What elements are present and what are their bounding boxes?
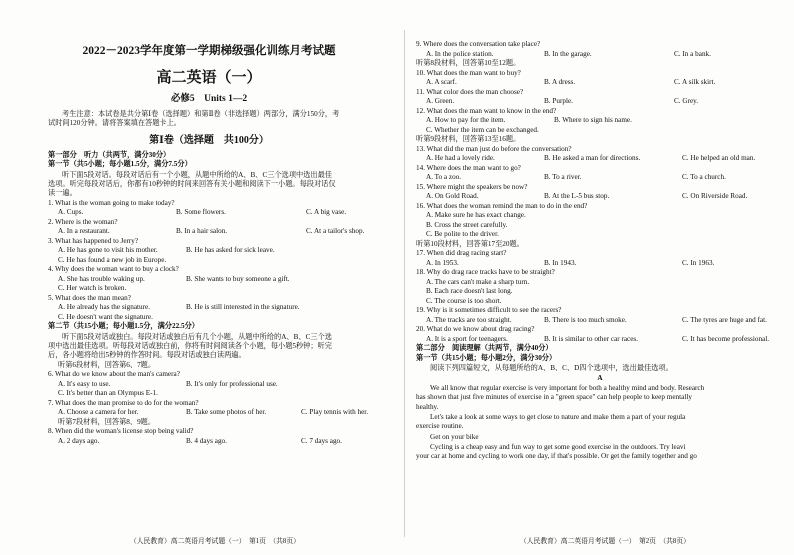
- option-c: C. It's better than an Olympus E-1.: [58, 389, 158, 397]
- question-6: 6. What do we know about the man's camera?: [48, 370, 180, 378]
- question-4-options: [48, 275, 390, 285]
- question-6-options: [48, 380, 390, 390]
- option-b: B. To a river.: [544, 173, 582, 181]
- section-heading: 第一节（共15小题；每小题2分，满分30分）: [416, 353, 557, 362]
- passage-label: A: [597, 374, 603, 382]
- option-a: A. Choose a camera for her.: [58, 408, 139, 416]
- right-column: [410, 0, 794, 555]
- option-b: B. A dress.: [544, 78, 576, 86]
- passage-line: has shown that just five minutes of exercise in a "green space" can help people to keep mentally: [416, 393, 692, 401]
- option-a: A. To a zoo.: [426, 173, 462, 181]
- question-9: 9. Where does the conversation take place?: [416, 40, 541, 48]
- section-directions: 阅读下列四篇短文，从每题所给的A、B、C、D四个选项中，选出最佳选项。: [430, 364, 673, 372]
- option-c: C. In 1963.: [682, 258, 715, 267]
- option-a: A. The tracks are too straight.: [426, 315, 512, 324]
- exam-subtitle: 高二英语（一）: [156, 70, 262, 86]
- option-c: C. At a tailor's shop.: [306, 227, 365, 235]
- question-12-options: [416, 116, 784, 126]
- question-5: 5. What does the man mean?: [48, 293, 131, 302]
- question-8-options: [48, 437, 390, 447]
- option-c: C. Her watch is broken.: [58, 284, 127, 292]
- question-15-options: [416, 192, 784, 202]
- question-14-options: [416, 173, 784, 183]
- section-directions: 项中选出最佳选项。听每段对话或独白前，你将有时间阅读各个小题，每小题5秒钟；听完: [48, 341, 332, 350]
- option-a: A. He already has the signature.: [58, 303, 151, 311]
- question-5-options: [48, 303, 390, 313]
- question-15: 15. Where might the speakers be now?: [416, 182, 528, 191]
- section-heading: 第一节（共5小题；每小题1.5分，满分7.5分）: [48, 160, 192, 168]
- option-b: B. Take some photos of her.: [186, 408, 267, 416]
- option-b: B. It is similar to other car races.: [544, 334, 639, 343]
- option-b: B. Cross the street carefully.: [426, 220, 508, 229]
- option-b: B. In 1943.: [544, 258, 577, 267]
- option-a: A. On Gold Road.: [426, 192, 479, 200]
- option-c: C. 7 days ago.: [301, 436, 342, 445]
- question-16: 16. What does the woman remind the man to do in the end?: [416, 201, 588, 210]
- option-c: C. A big vase.: [306, 208, 347, 216]
- question-2: 2. Where is the woman?: [48, 217, 118, 226]
- option-c: C. He helped an old man.: [682, 154, 756, 162]
- option-c: C. Play tennis with her.: [301, 408, 369, 416]
- listening-instruction: 听第7段材料，回答第8、9题。: [58, 417, 156, 426]
- question-11-options: [416, 97, 784, 107]
- column-divider: [404, 30, 405, 537]
- listening-instruction: 听第6段材料，回答第6、7题。: [58, 360, 156, 369]
- question-17-options: [416, 259, 784, 269]
- passage-line: Cycling is a cheap easy and fun way to get some good exercise in the outdoors. Try leavi: [430, 442, 686, 451]
- option-a: A. How to pay for the item.: [426, 116, 506, 124]
- question-20: 20. What do we know about drag racing?: [416, 325, 535, 333]
- section-directions: 选项。听完每段对话后，你都有10秒钟的时间来回答有关小题和阅读下一小题。每段对话仅: [48, 179, 336, 188]
- part-heading: 第二部分 阅读理解（共两节，满分40分）: [416, 344, 553, 352]
- volume-heading: 第Ⅰ卷（选择题 共100分）: [149, 134, 269, 146]
- question-4: 4. Why does the woman want to buy a clock?: [48, 265, 179, 273]
- option-a: A. In the police station.: [426, 49, 494, 58]
- option-a: A. He had a lovely ride.: [426, 154, 495, 162]
- option-b: B. In a hair salon.: [176, 227, 228, 235]
- option-b: B. It's only for professional use.: [186, 379, 278, 388]
- option-b: B. At the L-5 bus stop.: [544, 192, 610, 200]
- listening-instruction: 听第10段材料，回答第17至20题。: [416, 239, 524, 248]
- option-b: B. Some flowers.: [176, 208, 226, 216]
- section-heading: 第二节（共15小题；每小题1.5分，满分22.5分）: [48, 322, 199, 330]
- section-directions: 听下面5段对话。每段对话后有一个小题，从题中所给的A、B、C三个选项中选出最佳: [62, 170, 332, 179]
- exam-note-line: 试时间120分钟。请将答案填在答题卡上。: [48, 119, 181, 127]
- section-directions: 后，各小题将给出5秒钟的作答时间。每段对话或独白读两遍。: [48, 351, 246, 359]
- option-a: A. He has gone to visit his mother.: [58, 246, 158, 254]
- option-b: B. In the garage.: [544, 49, 592, 58]
- option-a: A. In 1953.: [426, 258, 459, 267]
- option-b: B. Purple.: [544, 97, 573, 105]
- option-c: C. Be polite to the driver.: [426, 230, 499, 238]
- passage-subheading: Get on your bike: [430, 432, 479, 441]
- question-12: 12. What does the man want to know in the end?: [416, 106, 557, 115]
- question-11: 11. What color does the man choose?: [416, 87, 524, 96]
- option-b: B. She wants to buy someone a gift.: [186, 274, 290, 283]
- option-a: A. Make sure he has exact change.: [426, 211, 526, 219]
- option-a: A. She has trouble waking up.: [58, 274, 145, 283]
- option-c: C. The course is too short.: [426, 296, 502, 305]
- option-a: A. It's easy to use.: [58, 379, 111, 388]
- passage-line: your car at home and cycling to work one day, if that's possible. Or get the family together and go: [416, 451, 697, 460]
- option-a: A. Cups.: [58, 208, 84, 216]
- question-3: 3. What has happened to Jerry?: [48, 236, 139, 245]
- exam-note-line: 考生注意：本试卷是共分第Ⅰ卷（选择题）和第Ⅱ卷（非选择题）两部分，满分150分，考: [62, 110, 340, 118]
- question-10-options: [416, 78, 784, 88]
- question-7: 7. What does the man promise to do for the woman?: [48, 398, 199, 407]
- option-b: B. He asked a man for directions.: [544, 154, 641, 162]
- option-a: A. Green.: [426, 97, 455, 105]
- option-b: B. There is too much smoke.: [544, 315, 627, 324]
- passage-line: We all know that regular exercise is very important for both a healthy mind and body. Research: [430, 384, 705, 392]
- listening-instruction: 听第8段材料，回答第10至12题。: [416, 59, 521, 67]
- option-b: B. 4 days ago.: [186, 436, 227, 445]
- option-a: A. In a restaurant.: [58, 227, 110, 235]
- question-13: 13. What did the man just do before the conversation?: [416, 144, 572, 153]
- option-a: A. The cars can't make a sharp turn.: [426, 277, 530, 286]
- option-c: C. In a bank.: [674, 49, 711, 58]
- page-footer-right: （人民教育）高二英语月考试题（一） 第2页 （共8页）: [520, 538, 690, 545]
- option-c: C. Whether the item can be exchanged.: [426, 125, 539, 134]
- question-10: 10. What does the man want to buy?: [416, 68, 521, 77]
- question-2-options: [48, 227, 390, 237]
- question-1: 1. What is the woman going to make today?: [48, 198, 175, 207]
- passage-line: healthy.: [416, 402, 439, 411]
- exam-title: 2022－2023学年度第一学期梯级强化训练月考试题: [82, 45, 336, 57]
- option-b: B. Each race doesn't last long.: [426, 287, 513, 295]
- option-c: C. He doesn't want the signature.: [58, 312, 153, 321]
- section-directions: 听下面5段对话或独白。每段对话或独白后有几个小题，从题中所给的A、B、C三个选: [62, 332, 332, 341]
- option-a: A. 2 days ago.: [58, 436, 100, 445]
- exam-unit: 必修5 Units 1—2: [170, 94, 248, 104]
- question-3-options: [48, 246, 390, 256]
- option-c: C. To a church.: [682, 173, 726, 181]
- option-c: C. It has become professional.: [682, 334, 770, 343]
- question-14: 14. Where does the man want to go?: [416, 163, 521, 172]
- option-a: A. It is a sport for teenagers.: [426, 334, 508, 343]
- option-a: A. A scarf.: [426, 78, 457, 86]
- part-heading: 第一部分 听力（共两节，满分30分）: [48, 150, 171, 159]
- option-b: B. He is still interested in the signature.: [186, 303, 300, 311]
- question-19-options: [416, 316, 784, 326]
- question-13-options: [416, 154, 784, 164]
- question-19: 19. Why is it sometimes difficult to see the racers?: [416, 306, 562, 314]
- question-18: 18. Why do drag race tracks have to be straight?: [416, 268, 555, 276]
- option-c: C. He has found a new job in Europe.: [58, 255, 167, 264]
- option-c: C. On Riverside Road.: [682, 192, 748, 200]
- question-1-options: [48, 208, 390, 218]
- option-b: B. He has asked for sick leave.: [186, 246, 275, 254]
- question-20-options: [416, 335, 784, 345]
- question-7-options: [48, 408, 390, 418]
- question-17: 17. When did drag racing start?: [416, 249, 507, 257]
- listening-instruction: 听第9段材料，回答第13至16题。: [416, 135, 521, 143]
- passage-line: exercise routine.: [416, 422, 464, 430]
- option-b: B. Where to sign his name.: [554, 116, 632, 124]
- question-9-options: [416, 50, 784, 60]
- passage-line: Let's take a look at some ways to get close to nature and make them a part of your regula: [430, 413, 686, 421]
- question-8: 8. When did the woman's license stop being valid?: [48, 427, 194, 435]
- option-c: C. The tyres are huge and fat.: [682, 315, 767, 324]
- option-c: C. Grey.: [674, 97, 699, 105]
- option-c: C. A silk skirt.: [674, 78, 716, 86]
- section-directions: 读一遍。: [48, 189, 77, 197]
- page-footer-left: （人民教育）高二英语月考试题（一） 第1页 （共8页）: [130, 538, 300, 545]
